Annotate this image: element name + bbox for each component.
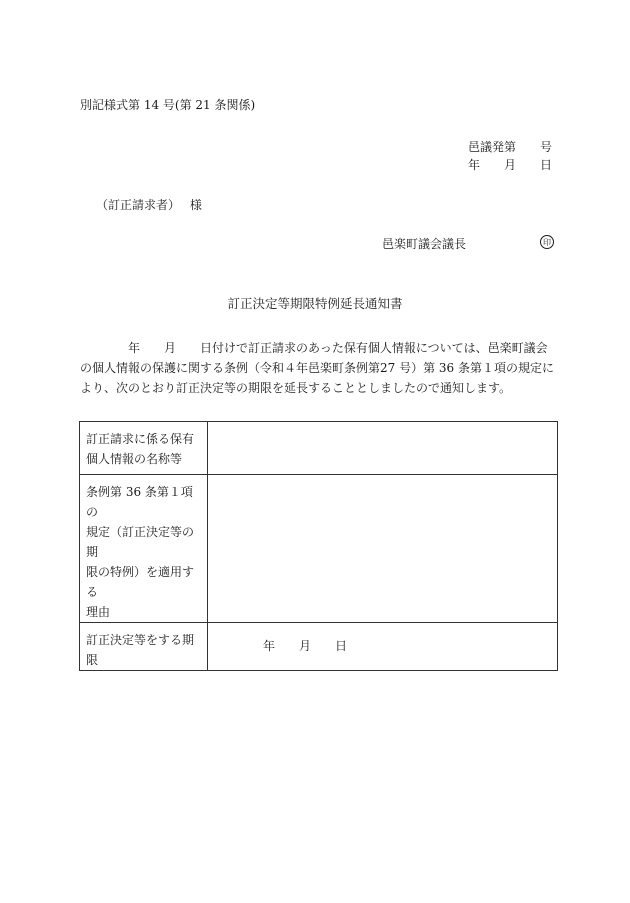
recipient: （訂正請求者） 様 bbox=[96, 198, 202, 212]
table-row bbox=[80, 422, 558, 475]
body-line-2: の個人情報の保護に関する条例（令和４年邑楽町条例第27 号）第 36 条第１項の規定に bbox=[80, 361, 554, 375]
table-row bbox=[80, 475, 558, 623]
label-line: 訂正請求に係る保有 bbox=[86, 432, 195, 446]
info-table bbox=[79, 421, 558, 671]
body-paragraph bbox=[80, 338, 558, 398]
deadline-date: 年 月 日 bbox=[263, 639, 348, 653]
label-line: 限の特例）を適用する bbox=[86, 565, 195, 599]
seal-mark: 印 bbox=[540, 235, 554, 249]
row-label-reason bbox=[80, 475, 208, 623]
row-value-deadline bbox=[208, 623, 558, 671]
row-label-deadline bbox=[80, 623, 208, 671]
body-line-3: より、次のとおり訂正決定等の期限を延長することとしましたので通知します。 bbox=[80, 381, 512, 395]
label-line: 条例第 36 条第１項の bbox=[86, 485, 193, 519]
label-line: 限 bbox=[86, 653, 99, 667]
document-date: 年 月 日 bbox=[468, 158, 553, 172]
sender-name: 邑楽町議会議長 bbox=[382, 237, 467, 251]
label-line: 訂正決定等をする期 bbox=[86, 633, 195, 647]
document-title: 訂正決定等期限特例延長通知書 bbox=[227, 296, 403, 311]
body-line-1: 年 月 日付けで訂正請求のあった保有個人情報については、邑楽町議会 bbox=[80, 341, 548, 355]
label-line: 個人情報の名称等 bbox=[86, 452, 183, 466]
document-number: 邑議発第 号 bbox=[468, 140, 553, 154]
row-value-reason bbox=[208, 475, 558, 623]
form-label: 別記様式第 14 号(第 21 条関係) bbox=[80, 98, 256, 112]
label-line: 規定（訂正決定等の期 bbox=[86, 525, 195, 559]
row-label-info-name bbox=[80, 422, 208, 475]
label-line: 理由 bbox=[86, 605, 111, 619]
row-value-info-name bbox=[208, 422, 558, 475]
table-row bbox=[80, 623, 558, 671]
